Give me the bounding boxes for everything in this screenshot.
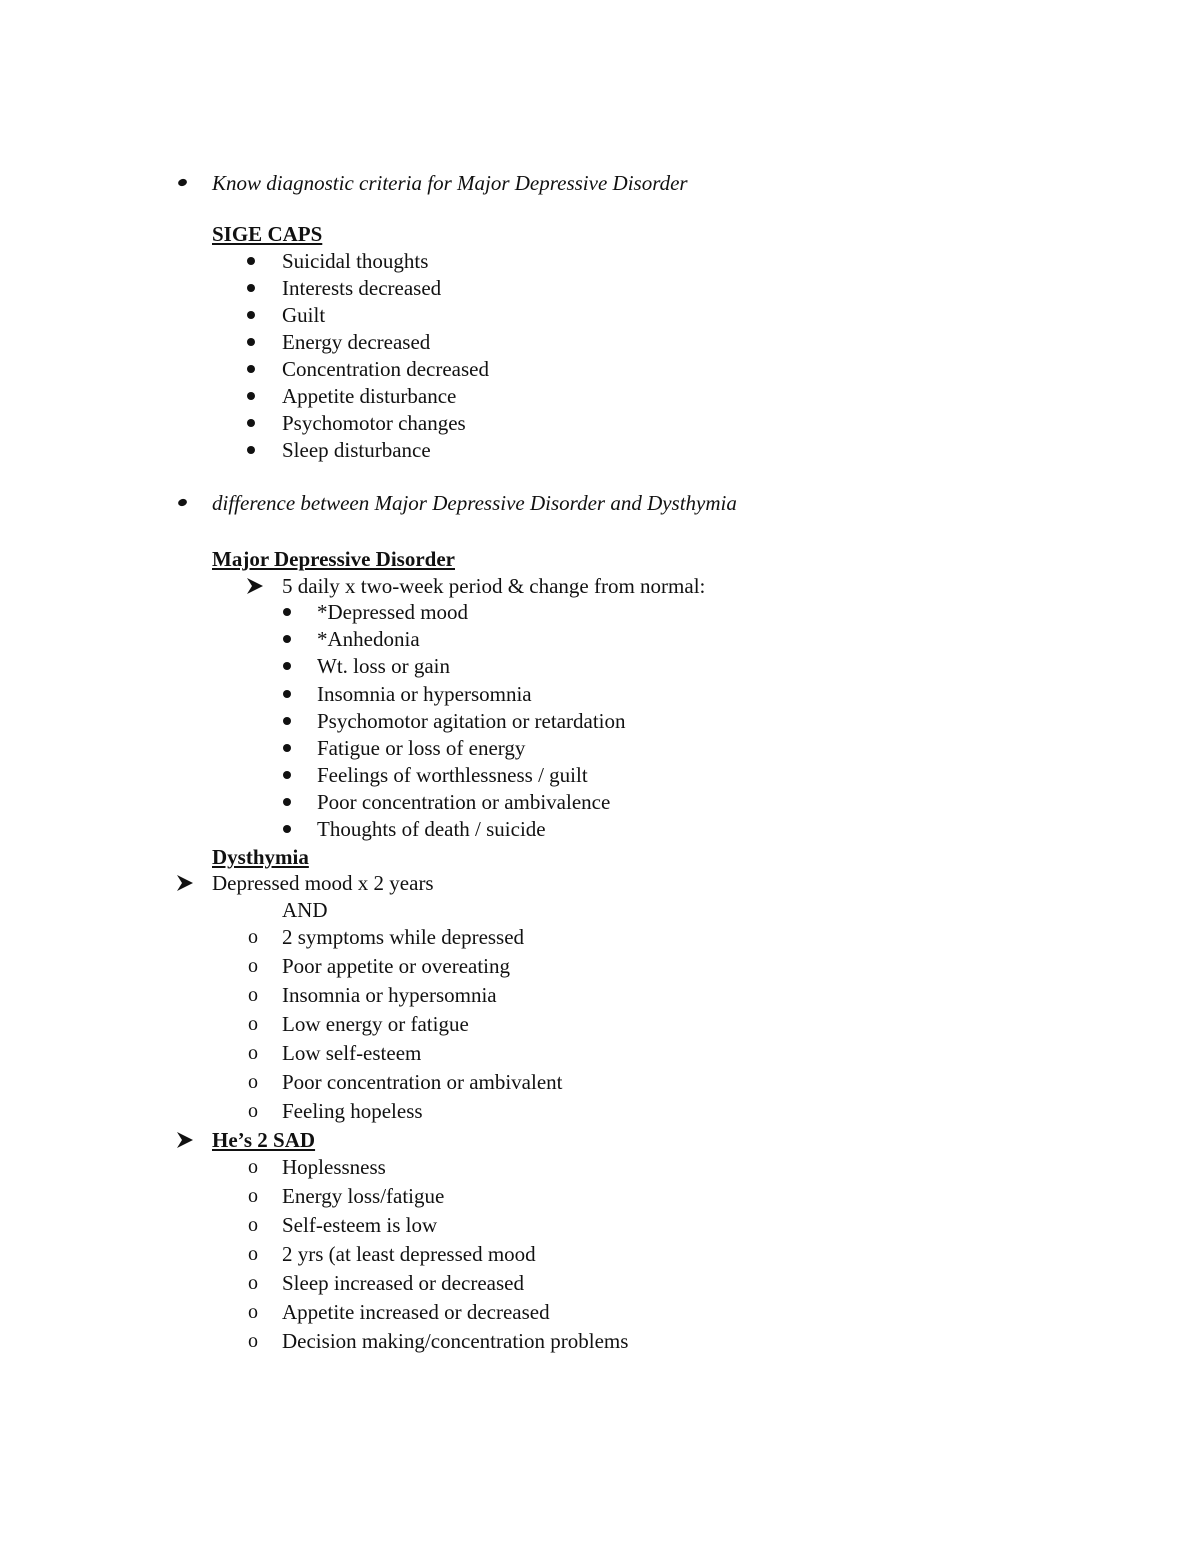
list-item: Low energy or fatigue bbox=[282, 1012, 469, 1036]
mdd-criterion: 5 daily x two-week period & change from normal: bbox=[282, 574, 706, 598]
dysthymia-criterion: Depressed mood x 2 years bbox=[212, 871, 434, 895]
list-item: Low self-esteem bbox=[282, 1041, 422, 1065]
circle-bullet-icon: o bbox=[248, 1272, 258, 1294]
list-item: Feelings of worthlessness / guilt bbox=[317, 763, 588, 787]
circle-bullet-icon: o bbox=[248, 1185, 258, 1207]
bullet-icon bbox=[247, 257, 255, 265]
list-item: Psychomotor agitation or retardation bbox=[317, 709, 626, 733]
list-item: Psychomotor changes bbox=[282, 411, 466, 435]
circle-bullet-icon: o bbox=[248, 1100, 258, 1122]
arrowhead-bullet-icon bbox=[246, 577, 264, 595]
circle-bullet-icon: o bbox=[248, 1301, 258, 1323]
circle-bullet-icon: o bbox=[248, 1156, 258, 1178]
circle-bullet-icon: o bbox=[248, 955, 258, 977]
list-item: Guilt bbox=[282, 303, 326, 327]
mnemonic-heading: He’s 2 SAD bbox=[212, 1128, 316, 1152]
mdd-heading: Major Depressive Disorder bbox=[212, 547, 455, 571]
bullet-icon bbox=[247, 392, 255, 400]
circle-bullet-icon: o bbox=[248, 1330, 258, 1352]
bullet-icon bbox=[247, 446, 255, 454]
bullet-icon bbox=[247, 365, 255, 373]
circle-bullet-icon: o bbox=[248, 1071, 258, 1093]
list-item: Insomnia or hypersomnia bbox=[282, 983, 497, 1007]
list-item: Sleep disturbance bbox=[282, 438, 431, 462]
bullet-icon bbox=[283, 662, 291, 670]
list-item: Thoughts of death / suicide bbox=[317, 817, 546, 841]
list-item: Appetite disturbance bbox=[282, 384, 457, 408]
list-item: Poor concentration or ambivalence bbox=[317, 790, 611, 814]
section-heading-difference: difference between Major Depressive Disorder and Dysthymia bbox=[212, 491, 737, 515]
sige-caps-heading: SIGE CAPS bbox=[212, 222, 323, 246]
bullet-icon bbox=[283, 825, 291, 833]
bullet-icon bbox=[283, 635, 291, 643]
arrowhead-bullet-icon bbox=[176, 1131, 194, 1149]
bullet-icon bbox=[283, 798, 291, 806]
list-item: Decision making/concentration problems bbox=[282, 1329, 629, 1353]
list-item: Insomnia or hypersomnia bbox=[317, 682, 532, 706]
bullet-icon bbox=[177, 178, 188, 188]
bullet-icon bbox=[283, 690, 291, 698]
bullet-icon bbox=[247, 338, 255, 346]
and-label: AND bbox=[282, 898, 328, 922]
list-item: Wt. loss or gain bbox=[317, 654, 450, 678]
list-item: Poor appetite or overeating bbox=[282, 954, 511, 978]
dysthymia-heading: Dysthymia bbox=[212, 845, 309, 869]
list-item: 2 symptoms while depressed bbox=[282, 925, 525, 949]
list-item: Suicidal thoughts bbox=[282, 249, 429, 273]
list-item: Self-esteem is low bbox=[282, 1213, 438, 1237]
bullet-icon bbox=[283, 717, 291, 725]
bullet-icon bbox=[247, 311, 255, 319]
list-item: Feeling hopeless bbox=[282, 1099, 423, 1123]
circle-bullet-icon: o bbox=[248, 984, 258, 1006]
bullet-icon bbox=[247, 284, 255, 292]
list-item: Interests decreased bbox=[282, 276, 442, 300]
circle-bullet-icon: o bbox=[248, 1214, 258, 1236]
list-item: Appetite increased or decreased bbox=[282, 1300, 550, 1324]
list-item: Hoplessness bbox=[282, 1155, 386, 1179]
bullet-icon bbox=[283, 608, 291, 616]
section-heading-mdd-criteria: Know diagnostic criteria for Major Depressive Disorder bbox=[212, 171, 688, 195]
bullet-icon bbox=[283, 744, 291, 752]
circle-bullet-icon: o bbox=[248, 1042, 258, 1064]
list-item: Concentration decreased bbox=[282, 357, 489, 381]
list-item: *Depressed mood bbox=[317, 600, 469, 624]
list-item: Sleep increased or decreased bbox=[282, 1271, 524, 1295]
list-item: *Anhedonia bbox=[317, 627, 420, 651]
arrowhead-bullet-icon bbox=[176, 874, 194, 892]
circle-bullet-icon: o bbox=[248, 926, 258, 948]
list-item: 2 yrs (at least depressed mood bbox=[282, 1242, 536, 1266]
list-item: Fatigue or loss of energy bbox=[317, 736, 526, 760]
circle-bullet-icon: o bbox=[248, 1013, 258, 1035]
bullet-icon bbox=[247, 419, 255, 427]
circle-bullet-icon: o bbox=[248, 1243, 258, 1265]
list-item: Energy loss/fatigue bbox=[282, 1184, 445, 1208]
list-item: Energy decreased bbox=[282, 330, 431, 354]
bullet-icon bbox=[283, 771, 291, 779]
list-item: Poor concentration or ambivalent bbox=[282, 1070, 563, 1094]
bullet-icon bbox=[177, 498, 188, 508]
